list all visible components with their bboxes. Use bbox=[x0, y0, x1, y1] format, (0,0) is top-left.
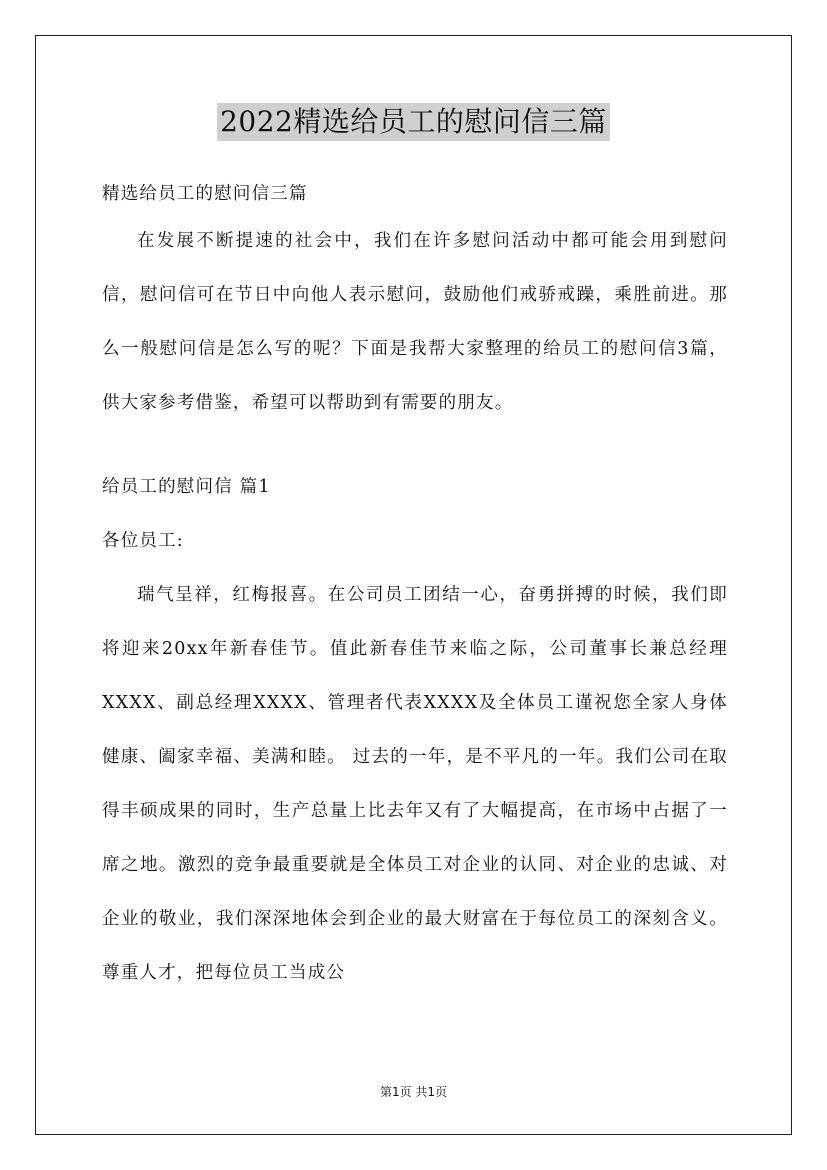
spacer bbox=[102, 430, 728, 460]
document-subtitle: 精选给员工的慰问信三篇 bbox=[102, 184, 308, 204]
greeting: 各位员工: bbox=[102, 531, 184, 551]
page-footer: 第1页 共1页 bbox=[379, 1085, 448, 1099]
section-heading: 给员工的慰问信 篇1 bbox=[102, 477, 271, 497]
document-body bbox=[102, 174, 728, 1000]
intro-paragraph: 在发展不断提速的社会中，我们在许多慰问活动中都可能会用到慰问信，慰问信可在节日中向他人表示慰问，鼓励他们戒骄戒躁，乘胜前进。那么一般慰问信是怎么写的呢？下面是我帮大家整理的给员工的慰问信3篇，供大家参考借鉴，希望可以帮助到有需要的朋友。 bbox=[102, 231, 728, 413]
letter-body-paragraph: 瑞气呈祥，红梅报喜。在公司员工团结一心，奋勇拼搏的时候，我们即将迎来20xx年新春佳节。值此新春佳节来临之际，公司董事长兼总经理XXXX、副总经理XXXX、管理者代表XXXX及全体员工谨祝您全家人身体健康、阖家幸福、美满和睦。 过去的一年，是不平凡的一年。我们公司在取得丰硕成果的同时，生产总量上比去年又有了大幅提高，在市场中占据了一席之地。激烈的竞争最重要就是全体员工对企业的认同、对企业的忠诚、对企业的敬业，我们深深地体会到企业的最大财富在于每位员工的深刻含义。尊重人才，把每位员工当成公 bbox=[102, 585, 728, 983]
document-title: 2022精选给员工的慰问信三篇 bbox=[217, 103, 610, 141]
title-container bbox=[0, 103, 827, 141]
